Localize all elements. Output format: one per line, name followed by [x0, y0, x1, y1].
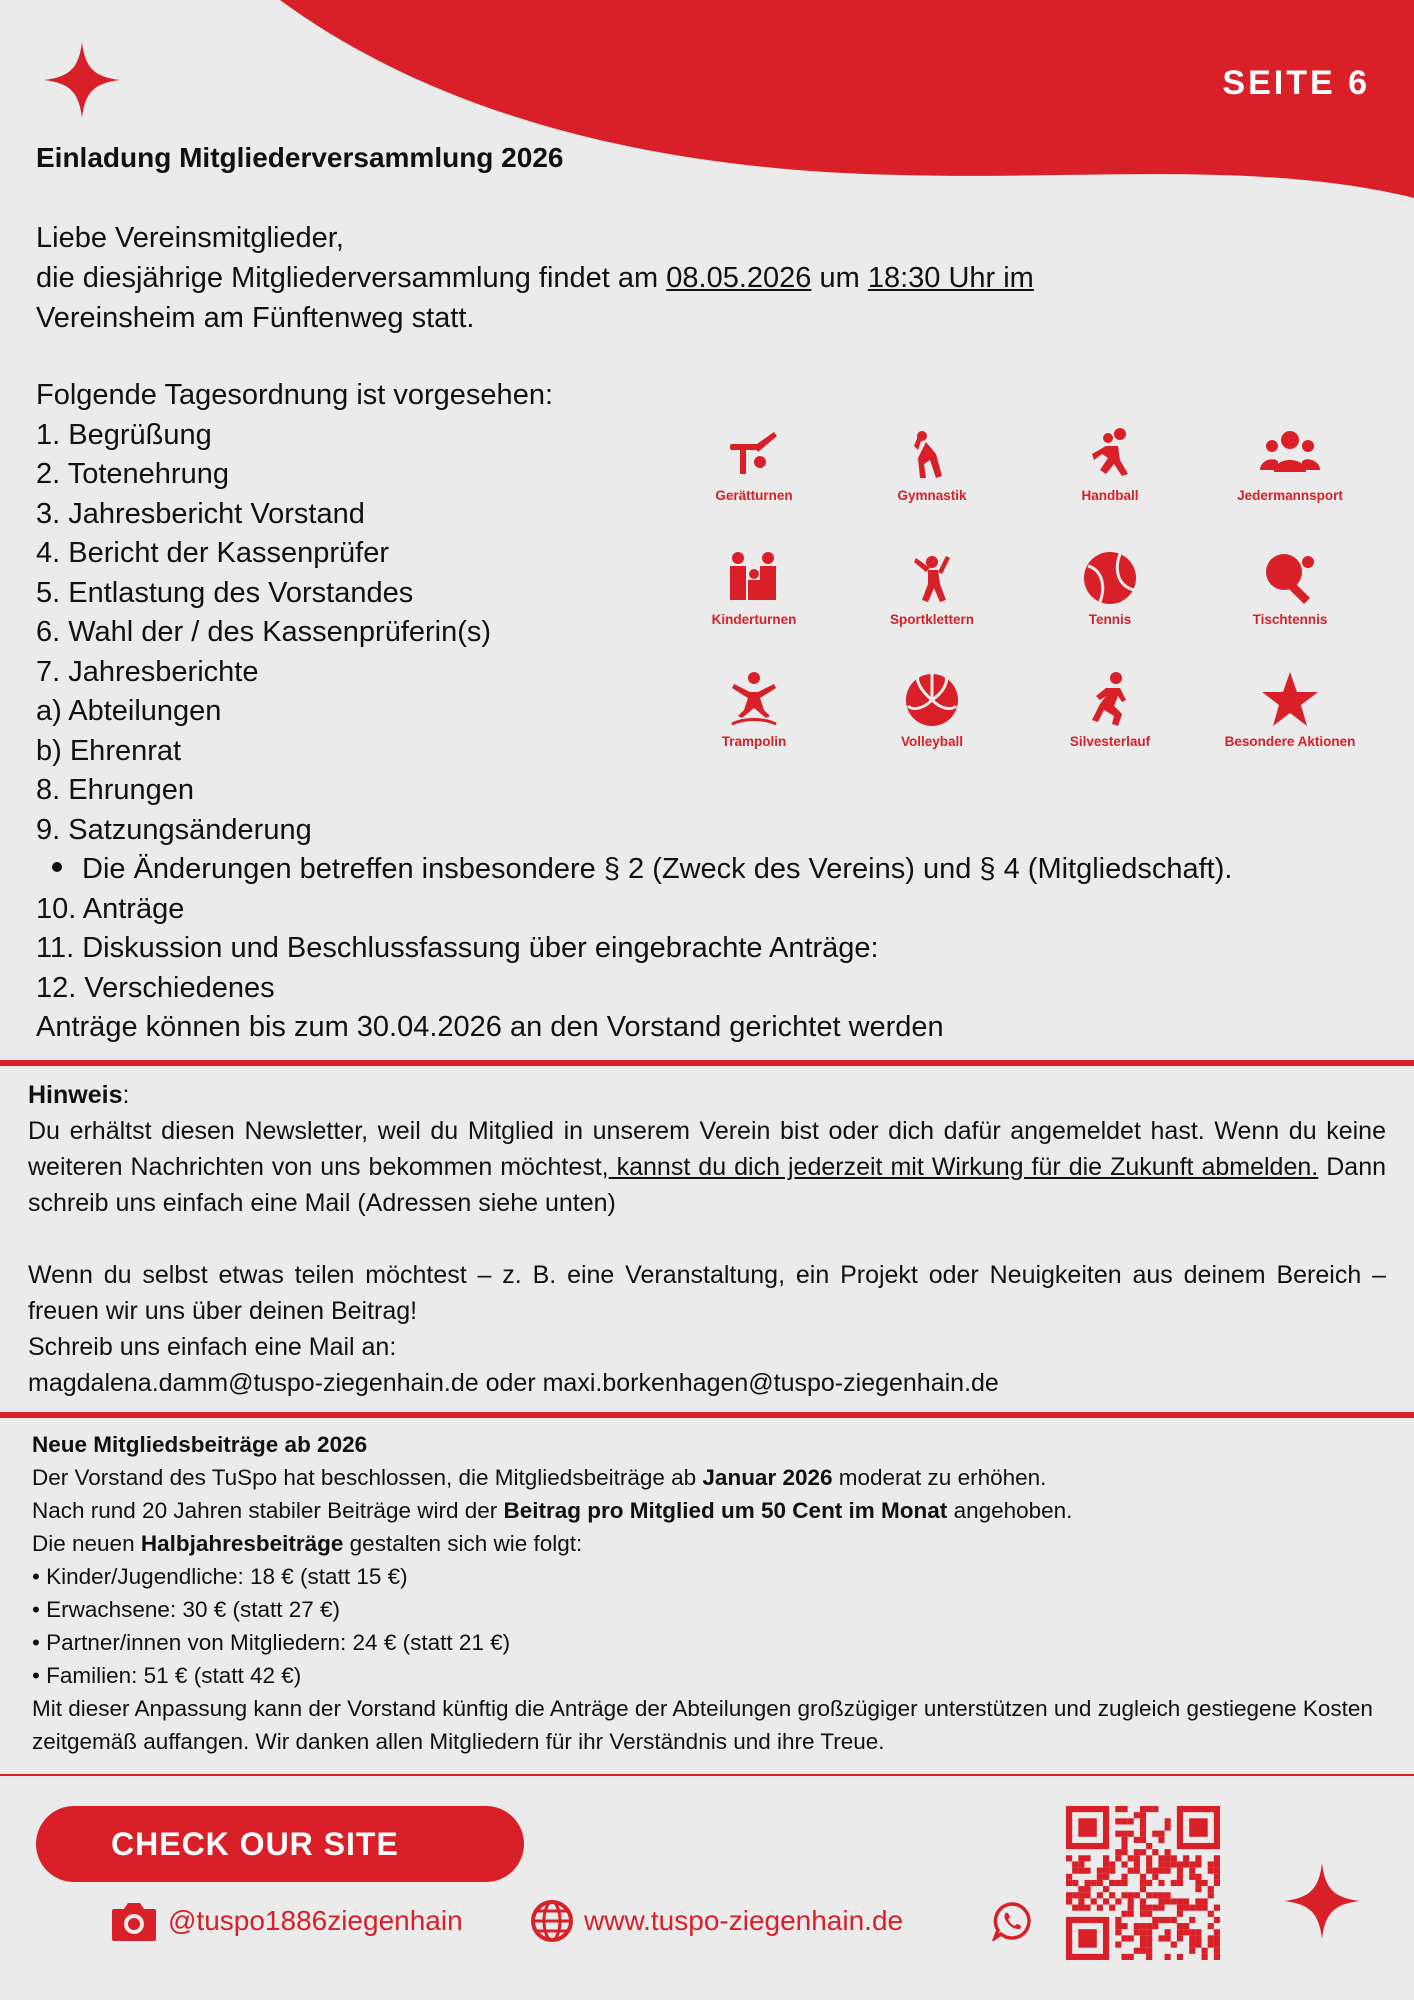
fees-closing: Mit dieser Anpassung kann der Vorstand künftig die Anträge der Abteilungen großzügiger unterstützen und zugleich gestiegene Kosten zeitgemäß auffangen. Wir danken allen Mitgliedern für ihr Verständnis und ihre Treue.: [32, 1696, 1373, 1754]
sport-jedermannsport: Jedermannsport: [1200, 424, 1380, 503]
sparkle-star-icon: [1284, 1863, 1360, 1939]
agenda-item: 2. Totenehrung: [36, 458, 229, 490]
meeting-location: Vereinsheim am Fünftenweg statt.: [36, 302, 475, 334]
volleyball-icon: [902, 670, 962, 730]
fees-section: [32, 1428, 1382, 1758]
trampoline-icon: [724, 670, 784, 730]
unsubscribe-link[interactable]: kannst du dich jederzeit mit Wirkung für die Zukunft abmelden.: [608, 1153, 1319, 1181]
fee-item: • Kinder/Jugendliche: 18 € (statt 15 €): [32, 1564, 408, 1589]
agenda-item: 4. Bericht der Kassenprüfer: [36, 537, 390, 569]
whatsapp-link[interactable]: [992, 1896, 1042, 1946]
page-title: Einladung Mitgliederversammlung 2026: [36, 142, 564, 173]
agenda-bullet: Die Änderungen betreffen insbesondere § 2 (Zweck des Vereins) und § 4 (Mitgliedschaft).: [36, 850, 1396, 890]
sport-kinderturnen: Kinderturnen: [664, 548, 844, 627]
whatsapp-icon: [992, 1901, 1032, 1941]
contact-emails[interactable]: magdalena.damm@tuspo-ziegenhain.de oder maxi.borkenhagen@tuspo-ziegenhain.de: [28, 1369, 999, 1397]
instagram-link[interactable]: @tuspo1886ziegenhain: [110, 1896, 463, 1946]
greeting: Liebe Vereinsmitglieder,: [36, 222, 344, 254]
fees-line: Nach rund 20 Jahren stabiler Beiträge wird der Beitrag pro Mitglied um 50 Cent im Monat angehoben.: [32, 1498, 1073, 1523]
check-site-button[interactable]: CHECK OUR SITE: [36, 1806, 524, 1882]
divider: [0, 1412, 1414, 1418]
sport-tischtennis: Tischtennis: [1200, 548, 1380, 627]
globe-icon: [530, 1899, 574, 1943]
page-number: SEITE 6: [1222, 64, 1370, 102]
hint-section: [28, 1077, 1386, 1401]
agenda-deadline: Anträge können bis zum 30.04.2026 an den Vorstand gerichtet werden: [36, 1011, 944, 1043]
fees-title: Neue Mitgliedsbeiträge ab 2026: [32, 1432, 368, 1457]
share-paragraph: Wenn du selbst etwas teilen möchtest – z. B. eine Veranstaltung, ein Projekt oder Neuigkeiten aus deinem Bereich – freuen wir uns über deinen Beitrag!: [28, 1261, 1386, 1325]
sports-grid: [664, 424, 1384, 764]
fees-line: Die neuen Halbjahresbeiträge gestalten sich wie folgt:: [32, 1531, 583, 1556]
sport-tennis: Tennis: [1020, 548, 1200, 627]
gymnastics-apparatus-icon: [724, 424, 784, 484]
agenda-item: 7. Jahresberichte: [36, 655, 259, 688]
meeting-info: die diesjährige Mitgliederversammlung findet am 08.05.2026 um 18:30 Uhr im: [36, 262, 1034, 294]
divider: [0, 1774, 1414, 1776]
agenda-item: 12. Verschiedenes: [36, 971, 275, 1004]
website-link[interactable]: www.tuspo-ziegenhain.de: [530, 1896, 903, 1946]
agenda-item: 5. Entlastung des Vorstandes: [36, 576, 414, 609]
agenda-item: a) Abteilungen: [36, 695, 222, 727]
agenda-item: 6. Wahl der / des Kassenprüferin(s): [36, 616, 492, 648]
sport-geraetturnen: Gerätturnen: [664, 424, 844, 503]
agenda-item: 3. Jahresbericht Vorstand: [36, 497, 365, 530]
sport-silvesterlauf: Silvesterlauf: [1020, 670, 1200, 749]
sparkle-star-icon: [44, 42, 120, 118]
sport-sportklettern: Sportklettern: [842, 548, 1022, 627]
fee-item: • Erwachsene: 30 € (statt 27 €): [32, 1597, 341, 1622]
spacer: [28, 1221, 1386, 1257]
meeting-date: 08.05.2026: [666, 262, 812, 294]
sport-volleyball: Volleyball: [842, 670, 1022, 749]
mail-prompt: Schreib uns einfach eine Mail an:: [28, 1333, 397, 1361]
handball-icon: [1080, 424, 1140, 484]
hint-paragraph: Du erhältst diesen Newsletter, weil du Mitglied in unserem Verein bist oder dich dafür angemeldet hast. Wenn du keine weiteren Nachrichten von uns bekommen möchtest, kannst du dich jederzeit mit Wirkung für die Zukunft abmelden. Dann schreib uns einfach eine Mail (Adressen siehe unten): [28, 1117, 1386, 1217]
agenda-item: 10. Anträge: [36, 892, 185, 925]
agenda-item: b) Ehrenrat: [36, 734, 182, 767]
sport-gymnastik: Gymnastik: [842, 424, 1022, 503]
meeting-time: 18:30 Uhr im: [867, 262, 1034, 294]
agenda-item: 11. Diskussion und Beschlussfassung über eingebrachte Anträge:: [36, 932, 879, 964]
fee-item: • Partner/innen von Mitgliedern: 24 € (statt 21 €): [32, 1630, 511, 1655]
star-icon: [1260, 670, 1320, 730]
runner-icon: [1080, 670, 1140, 730]
sport-besondere-aktionen: Besondere Aktionen: [1200, 670, 1380, 749]
gymnastics-icon: [902, 424, 962, 484]
tennis-ball-icon: [1080, 548, 1140, 608]
sport-handball: Handball: [1020, 424, 1200, 503]
fees-line: Der Vorstand des TuSpo hat beschlossen, die Mitgliedsbeiträge ab Januar 2026 moderat zu erhöhen.: [32, 1465, 1047, 1490]
bullet-dot: [52, 862, 62, 872]
sport-trampolin: Trampolin: [664, 670, 844, 749]
divider: [0, 1060, 1414, 1066]
table-tennis-icon: [1260, 548, 1320, 608]
qr-code[interactable]: [1066, 1806, 1220, 1960]
intro-text: [36, 218, 1336, 338]
agenda-item: 9. Satzungsänderung: [36, 813, 312, 846]
fee-item: • Familien: 51 € (statt 42 €): [32, 1663, 302, 1688]
agenda-item: 8. Ehrungen: [36, 774, 195, 806]
children-icon: [724, 548, 784, 608]
camera-icon: [110, 1899, 158, 1943]
climbing-icon: [902, 548, 962, 608]
agenda-heading: Folgende Tagesordnung ist vorgesehen:: [36, 379, 554, 411]
agenda-item: 1. Begrüßung: [36, 418, 212, 451]
group-icon: [1260, 424, 1320, 484]
hint-heading: Hinweis:: [28, 1081, 130, 1109]
